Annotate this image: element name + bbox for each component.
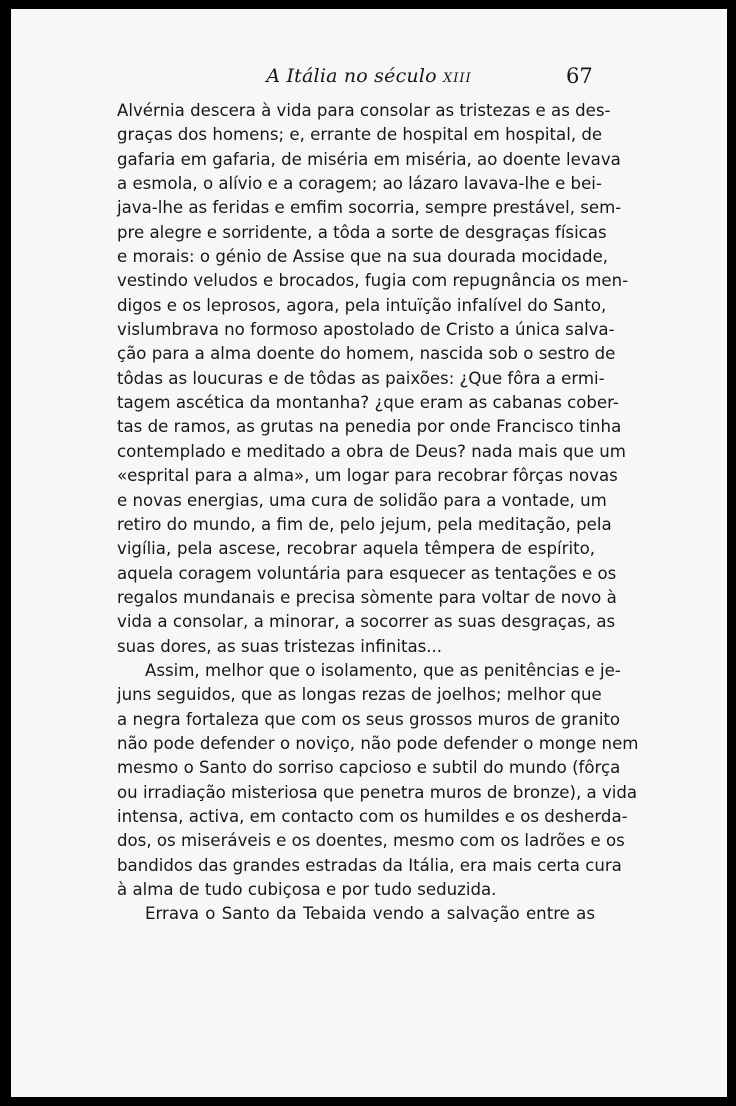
text-line: ção para a alma doente do homem, nascida sob o sestro de	[117, 344, 616, 364]
text-line: suas dores, as suas tristezas infinitas...	[117, 636, 443, 656]
text-line: a esmola, o alívio e a coragem; ao lázaro lavava-lhe e bei-	[117, 174, 602, 194]
text-line: Errava o Santo da Tebaida vendo a salvação entre as	[145, 904, 595, 924]
text-line: ou irradiação misteriosa que penetra muros de bronze), a vida	[117, 782, 638, 802]
text-line: Alvérnia descera à vida para consolar as tristezas e as des-	[117, 101, 611, 120]
text-line: dos, os miseráveis e os doentes, mesmo com os ladrões e os	[117, 831, 625, 851]
text-line: graças dos homens; e, errante de hospital em hospital, de	[117, 125, 603, 145]
text-line: contemplado e meditado a obra de Deus? nada mais que um	[117, 441, 626, 461]
text-line: intensa, activa, em contacto com os humildes e os desherda-	[117, 806, 628, 826]
text-line: e morais: o génio de Assise que na sua dourada mocidade,	[117, 247, 609, 267]
text-line: e novas energias, uma cura de solidão para a vontade, um	[117, 490, 607, 510]
text-line: mesmo o Santo do sorriso capcioso e subtil do mundo (fôrça	[117, 758, 621, 778]
text-line: retiro do mundo, a fim de, pelo jejum, pela meditação, pela	[117, 514, 612, 534]
text-line: Assim, melhor que o isolamento, que as penitências e je-	[145, 660, 621, 680]
body-text	[117, 99, 639, 927]
page-number: 67	[566, 64, 593, 88]
book-page	[11, 9, 727, 1097]
text-line: regalos mundanais e precisa sòmente para voltar de novo à	[117, 587, 617, 607]
text-line: vislumbrava no formoso apostolado de Cristo a única salva-	[117, 320, 615, 340]
text-line: tagem ascética da montanha? ¿que eram as cabanas cober-	[117, 393, 619, 413]
text-line: a negra fortaleza que com os seus grossos muros de granito	[117, 709, 621, 729]
running-header-title: A Itália no século	[266, 65, 437, 87]
text-line: «esprital para a alma», um logar para recobrar fôrças novas	[117, 466, 618, 486]
text-line: bandidos das grandes estradas da Itália, era mais certa cura	[117, 855, 622, 875]
text-line: pre alegre e sorridente, a tôda a sorte de desgraças físicas	[117, 222, 607, 242]
running-header-numeral: XIII	[443, 71, 472, 86]
text-line: aquela coragem voluntária para esquecer as tentações e os	[117, 563, 617, 583]
text-line: vestindo veludos e brocados, fugia com repugnância os men-	[117, 271, 629, 291]
running-header	[11, 65, 727, 87]
text-line: vida a consolar, a minorar, a socorrer as suas desgraças, as	[117, 612, 616, 632]
text-line: tas de ramos, as grutas na penedia por onde Francisco tinha	[117, 417, 622, 437]
text-line: tôdas as loucuras e de tôdas as paixões: ¿Que fôra a ermi-	[117, 368, 605, 388]
text-line: gafaria em gafaria, de miséria em miséria, ao doente levava	[117, 149, 621, 169]
text-line: juns seguidos, que as longas rezas de joelhos; melhor que	[117, 685, 602, 705]
text-line: java-lhe as feridas e emfim socorria, sempre prestável, sem-	[117, 198, 622, 218]
text-line: digos e os leprosos, agora, pela intuïção infalível do Santo,	[117, 295, 607, 315]
text-line: não pode defender o noviço, não pode defender o monge nem	[117, 733, 639, 753]
text-line: vigília, pela ascese, recobrar aquela têmpera de espírito,	[117, 539, 595, 559]
text-line: à alma de tudo cubiçosa e por tudo seduzida.	[117, 880, 497, 899]
